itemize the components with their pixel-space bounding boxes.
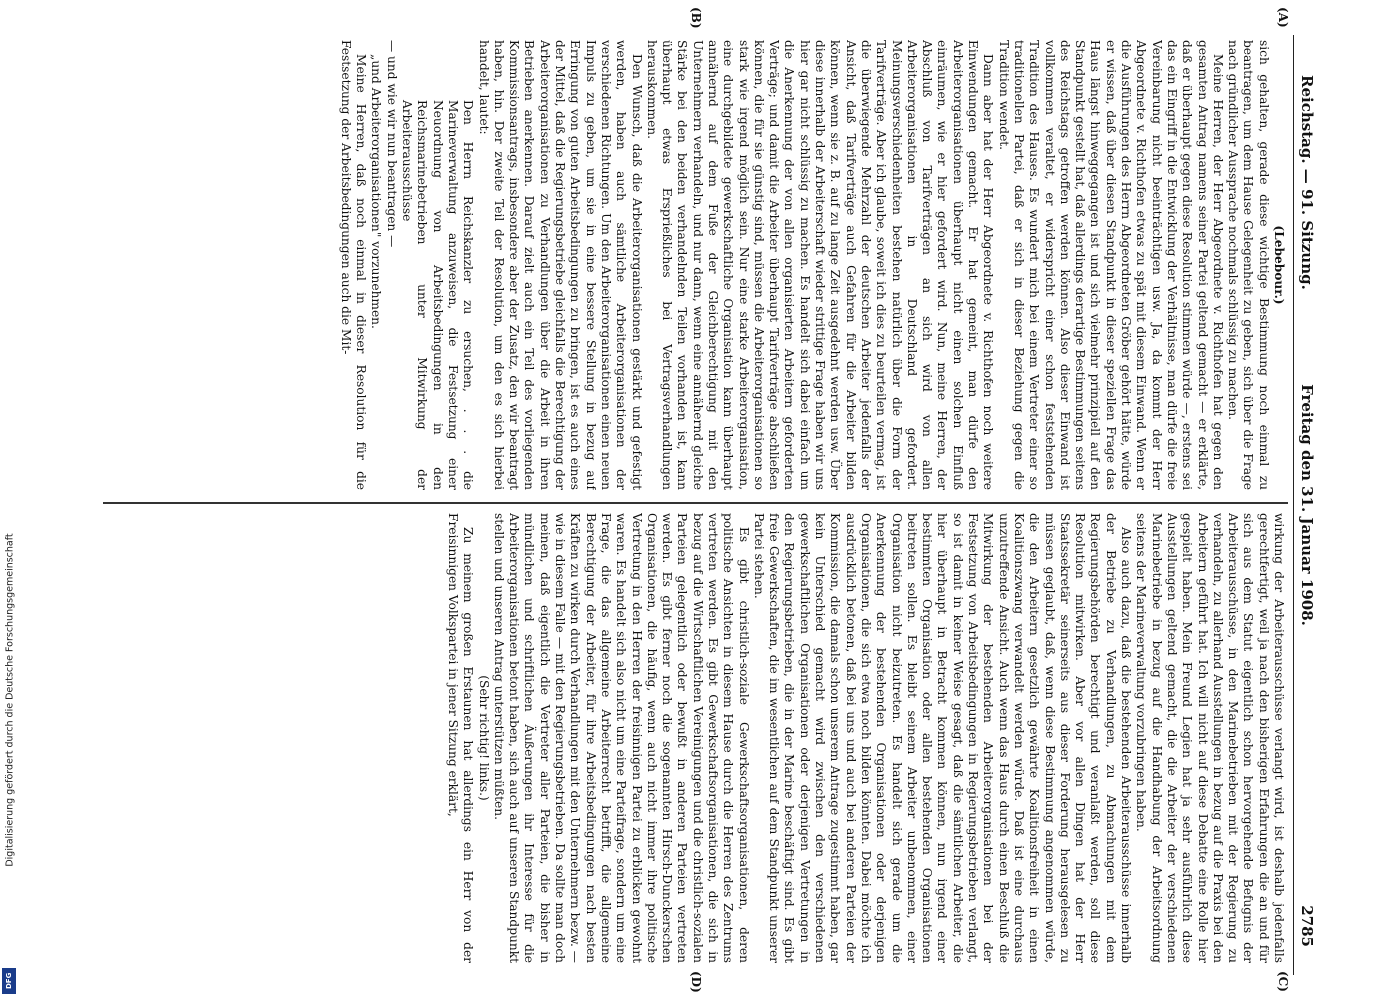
paragraph: Es gibt christlich-soziale Gewerkschaftsorganisationen, deren politische Ansichten in diesem Hause durch die Herren des Zentrums vertreten werden. Es gibt Gewerkschaftsorganisationen, die sich in bezug auf die Wirtschaftlichen Vereinigungen und die christlich-sozialen Parteien gelegentlich oder bewußt in anderen Parteien vertreten werden. Es gibt ferner noch die sogenannten Hirsch-Dunckerschen Organisationen, die häufig, wenn auch nicht immer ihre politische Vertretung in den Herren der freisinnigen Partei zu erblicken gewohnt waren. Es handelt sich also nicht um eine Parteifrage, sondern um eine Frage, die das allgemeine Arbeiterrecht betrifft, die allgemeine Berechtigung der Arbeiter, für ihre Arbeitsbedingungen nach besten Kräften zu wirken durch Verhandlungen mit den Unternehmern bezw. — wie in diesem Falle — mit den Regierungsbetrieben. Da sollte man doch meinen, daß eigentlich die Vertreter aller Parteien, die bisher in mündlichen und schriftlichen Äußerungen ihr Interesse für die Arbeiterorganisationen betont haben, sich auch auf unseren Standpunkt stellen und unseren Antrag unterstützen müßten.: [491, 513, 751, 963]
page-header: [1293, 35, 1318, 975]
paragraph: Dann aber hat der Herr Abgeordnete v. Richthofen noch weitere Einwendungen gemacht. Er hat gemeint, man dürfe den Arbeiterorganisationen überhaupt nicht einen solchen Einfluß einräumen, wie er hier gefordert wird. Nun, meine Herren, der Abschluß von Tarifverträgen an sich wird von allen Arbeiterorganisationen in Deutschland gefordert. Meinungsverschiedenheiten bestehen natürlich über die Form der Tarifverträge. Aber ich glaube, soweit ich dies zu beurteilen vermag, ist die überwiegende Mehrzahl der deutschen Arbeiter jedenfalls der Ansicht, daß Tarifverträge auch Gefahren für die Arbeiter bilden können, wenn sie z. B. auf zu lange Zeit ausgedehnt werden usw. Über diese innerhalb der Arbeiterschaft wieder strittige Frage haben wir uns hier gar nicht schlüssig zu machen. Es handelt sich dabei einfach um die Anerkennung der von allen organisierten Arbeitern geforderten Verträge; und damit die Arbeiter überhaupt Tarifverträge abschließen können, die für sie günstig sind, müssen die Arbeiterorganisationen so stark wie irgend möglich sein. Nur eine starke Arbeiterorganisation, eine durchgebildete gewerkschaftliche Organisation kann überhaupt annähernd auf dem Fuße der Gleichberechtigung mit den Unternehmern verhandeln, und nur dann, wenn eine annähernd gleiche Stärke bei den beiden verhandelnden Teilen vorhanden ist, kann überhaupt etwas Ersprießliches bei Vertragsverhandlungen herauskommen.: [644, 40, 996, 490]
paragraph: Meine Herren, daß noch einmal in dieser Resolution für die Festsetzung der Arbeitsbedingungen auch die Mit-: [338, 40, 369, 490]
paragraph: — und wie wir nun beantragen —: [384, 40, 399, 248]
paragraph: „und Arbeiterorganisationen" vorzunehmen.: [369, 54, 384, 329]
column-divider: [103, 502, 1288, 504]
paragraph: Den Wunsch, daß die Arbeiterorganisationen gestärkt und gefestigt werden, haben auch sämtliche Arbeiterorganisationen der verschiedenen Richtungen. Um den Arbeiterorganisationen einen neuen Impuls zu geben, um sie in eine bessere Stellung in bezug auf Erringung von guten Arbeitsbedingungen zu bringen, ist es auch eines der Mittel, daß die Regierungsbetriebe gleichfalls die Berechtigung der Arbeiterorganisationen zu Verhandlungen über die Arbeit in ihren Betrieben anerkennen. Darauf zielt auch ein Teil des vorliegenden Kommissionsantrags, insbesondere aber der Zusatz, den wir beantragt haben, hin. Der zweite Teil der Resolution, um den es sich hierbei handelt, lautet:: [476, 40, 644, 490]
header-date: Freitag den 31. Januar 1908.: [1298, 384, 1316, 626]
paragraph: Also auch dazu, daß die bestehenden Arbeiterausschüsse innerhalb der Betriebe zu Verhandlungen, zu Abmachungen mit dem Regierungsbehörden berechtigt und veranlaßt werden, soll diese Resolution mitwirken. Aber vor allen Dingen hat der Herr Staatssekretär seinerseits aus dieser Forderung herausgelesen zu müssen geglaubt, daß, wenn diese Bestimmung angenommen würde, die den Arbeitern gesetzlich gewährte Koalitionsfreiheit in einen Koalitionszwang verwandelt werden würde. Daß ist eine durchaus unzutreffende Ansicht. Auch wenn das Haus durch einen Beschluß die Mitwirkung der bestehenden Arbeiterorganisationen bei der Festsetzung von Arbeitsbedingungen in Regierungsbetrieben verlangt, so ist damit in keiner Weise gesagt, daß die sämtlichen Arbeiter, die hier überhaupt in Betracht kommen können, nun irgend einer bestimmten Organisation oder allen bestehenden Organisationen beitreten sollen. Es bleibt seinem Arbeiter unbenommen, einer Organisation nicht beizutreten. Es handelt sich gerade um die Anerkennung der bestehenden Organisationen oder derjenigen Organisationen, die sich etwa noch bilden könnten. Dabei möchte ich ausdrücklich betonen, daß bei uns und auch bei anderen Parteien der Kommission, die damals schon unserem Antrage zugestimmt haben, gar kein Unterschied gemacht wird zwischen den verschiedenen gewerkschaftlichen Organisationen oder derjenigen Vertretungen in den Regierungsbetrieben, die in der Marine beschäftigt sind. Es gibt freie Gewerkschaften, die im wesentlichen auf dem Standpunkt unserer Partei stehen.: [751, 513, 1134, 963]
margin-marker-a: (A): [1276, 7, 1290, 28]
margin-marker-b: (B): [689, 7, 703, 29]
paragraph: Zu meinem großen Erstaunen hat allerdings ein Herr von der Freisinnigen Volkspartei in jener Sitzung erklärt,: [445, 513, 476, 963]
page-number: 2785: [1298, 905, 1316, 947]
margin-marker-c: (C): [1276, 971, 1290, 992]
quote: Den Herrn Reichskanzler zu ersuchen, . . . die Marineverwaltung anzuweisen, die Festsetzung einer Neuordnung von Arbeitsbedingungen in den Reichsmarinebetrieben unter Mitwirkung der Arbeiterausschüsse: [400, 100, 476, 490]
dfg-funding-notice: Digitalisierung gefördert durch die Deutsche Forschungsgemeinschaft: [4, 533, 16, 867]
interjection: (Sehr richtig! links.): [476, 675, 491, 801]
paragraph: Meine Herren, der Herr Abgeordnete v. Richthofen hat gegen den gesamten Antrag namens seiner Partei geltend gemacht — er erklärte, daß er überhaupt gegen diese Resolution stimmen würde —, erstens sei das ein Eingriff in die Entwicklung der Verhältnisse, man dürfe die freie Vereinbarung nicht beeinträchtigen usw. Ja, da kommt der Herr Abgeordnete v. Richthofen etwas zu spät mit diesem Einwand. Wenn er die Ausführungen des Herrn Abgeordneten Gröber gehört hätte, würde er wissen, daß über diesen Standpunkt in dieser speziellen Frage das Haus längst hinweggegangen ist und sich vielmehr prinzipiell auf den Standpunkt gestellt hat, daß allerdings derartige Bestimmungen seitens des Reichstags getroffen werden können. Also dieser Einwand ist vollkommen veraltet, er widerspricht einer schon feststehenden Tradition des Hauses. Es wundert mich bei einem Vertreter einer so traditionellen Partei, daß er sich in dieser Beziehung gegen die Tradition wendet.: [996, 40, 1225, 490]
speaker-name: (Lebebour.): [1272, 225, 1286, 305]
document-page: [88, 7, 1318, 993]
paragraph: wirkung der Arbeiterausschüsse verlangt wird, ist deshalb jedenfalls gerechtfertigt, weil ja nach den bisherigen Erfahrungen die an und für sich aus dem Statut eigentlich schon hervorgehende Befugnis der Arbeiterausschüsse, in den Marinebetrieben mit der Regierung zu verhandeln, zu allerhand Ausstellungen in bezug auf die Praxis bei den Arbeitern geführt hat. Ich will nicht auf diese Debatte eine Rolle hier gespielt haben. Mein Freund Legien hat ja sehr ausführlich diese Ausstellungen geltend gemacht, die die Arbeiter der verschiedenen Marinebetriebe in bezug auf die Handhabung der Arbeitsordnung seitens der Marineverwaltung vorzubringen haben.: [1134, 513, 1286, 963]
right-column: [106, 513, 1286, 963]
margin-marker-d: (D): [689, 971, 703, 993]
left-column: [106, 40, 1286, 490]
sidebar-notice: [0, 0, 20, 1000]
dfg-logo-icon: DFG: [2, 968, 16, 994]
paragraph: sich gehalten, gerade diese wichtige Bestimmung noch einmal zu beantragen, um dem Hause Gelegenheit zu geben, sich über die Frage nach gründlicher Aussprache nochmals schlüssig zu machen.: [1226, 40, 1271, 490]
header-session: Reichstag. — 91. Sitzung.: [1298, 75, 1316, 290]
